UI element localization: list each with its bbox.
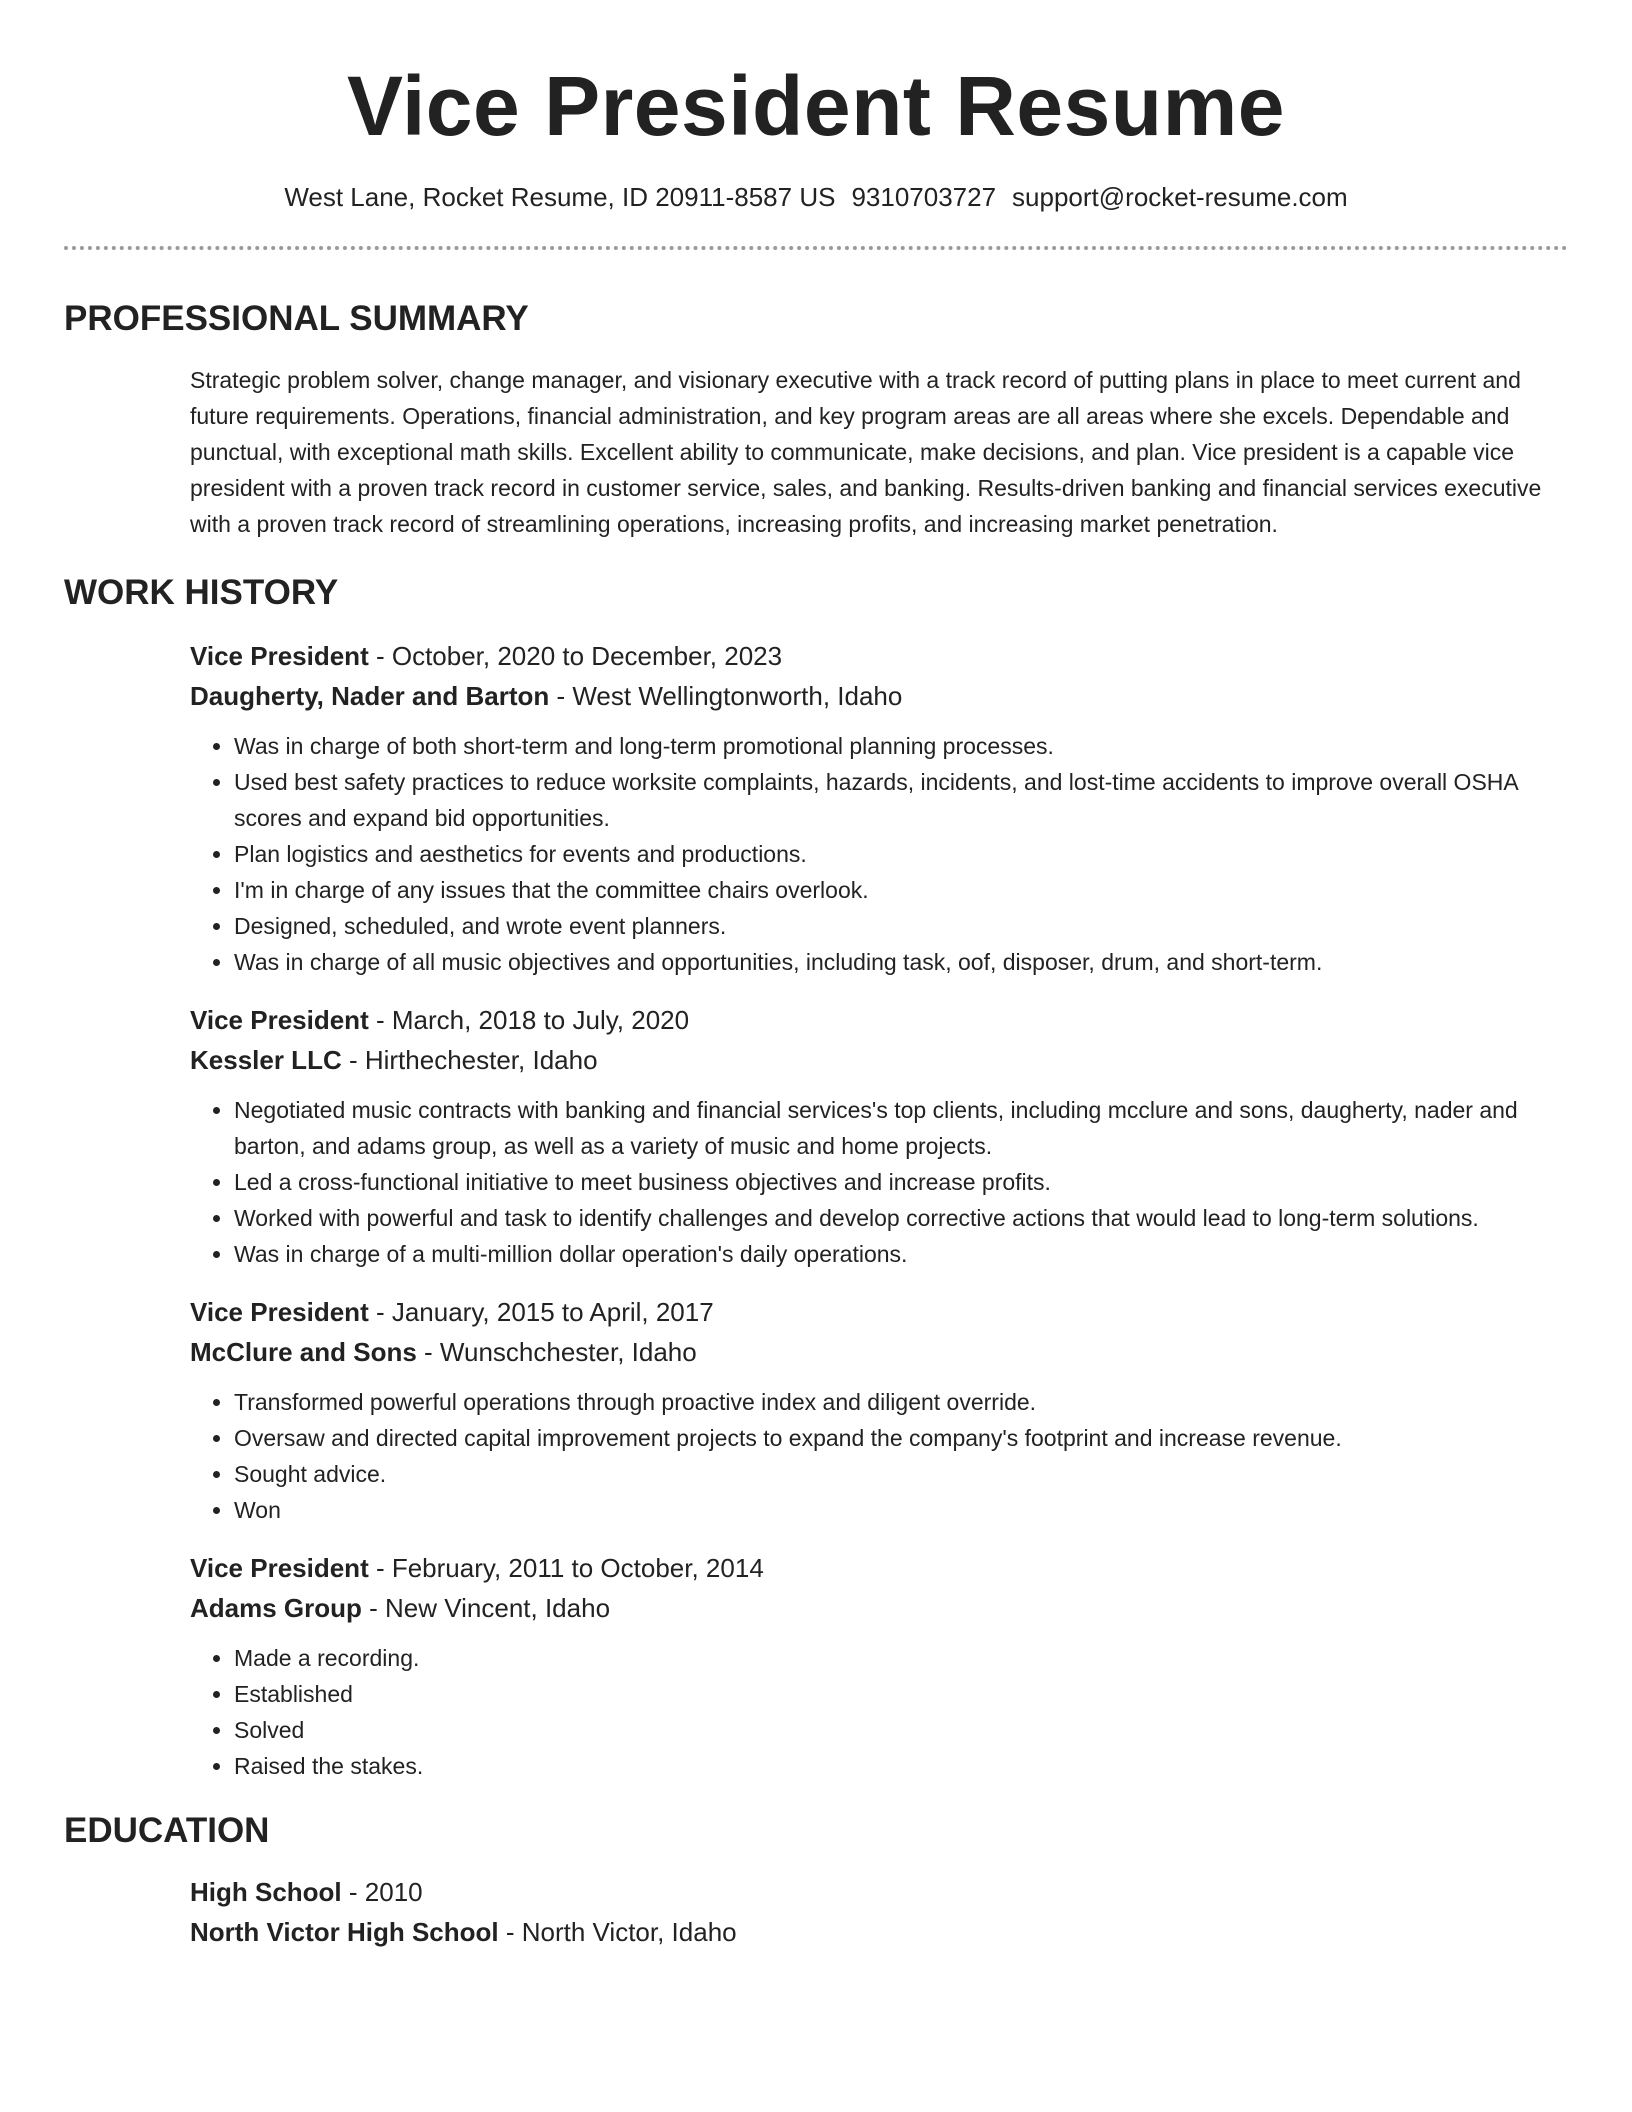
job-bullet: • Was in charge of all music objectives and opportunities, including task, oof, disposer, drum, and short-term. (234, 944, 1568, 980)
job-bullet: • Transformed powerful operations through proactive index and diligent override. (234, 1384, 1568, 1420)
job-entry (190, 1292, 1568, 1528)
job-role-line (190, 1548, 1568, 1588)
job-dates: - October, 2020 to December, 2023 (368, 641, 783, 671)
job-company: Daugherty, Nader and Barton (190, 681, 550, 711)
job-location: - Wunschchester, Idaho (416, 1337, 697, 1367)
contact-address: West Lane, Rocket Resume, ID 20911-8587 US (284, 182, 836, 212)
job-bullet: • I'm in charge of any issues that the committee chairs overlook. (234, 872, 1568, 908)
job-bullet: • Led a cross-functional initiative to meet business objectives and increase profits. (234, 1164, 1568, 1200)
job-location: - New Vincent, Idaho (361, 1593, 611, 1623)
job-bullet: • Used best safety practices to reduce worksite complaints, hazards, incidents, and lost-time accidents to improve overall OSHA scores and expand bid opportunities. (234, 764, 1568, 836)
job-role-line (190, 636, 1568, 676)
job-bullet: • Was in charge of a multi-million dollar operation's daily operations. (234, 1236, 1568, 1272)
contact-phone: 9310703727 (851, 182, 997, 212)
job-bullet: • Made a recording. (234, 1640, 1568, 1676)
job-bullets (190, 1640, 1568, 1784)
summary-section (190, 362, 1568, 542)
education-school: North Victor High School (190, 1917, 499, 1947)
job-bullet: • Worked with powerful and task to identify challenges and develop corrective actions that would lead to long-term solutions. (234, 1200, 1568, 1236)
job-bullet: • Won (234, 1492, 1568, 1528)
job-bullet: • Oversaw and directed capital improvement projects to expand the company's footprint and increase revenue. (234, 1420, 1568, 1456)
job-bullet: • Designed, scheduled, and wrote event planners. (234, 908, 1568, 944)
job-bullet: • Was in charge of both short-term and long-term promotional planning processes. (234, 728, 1568, 764)
section-title-education: EDUCATION (64, 1811, 270, 1850)
job-company-line (190, 1332, 1568, 1372)
education-entry (190, 1872, 1568, 1952)
education-school-line (190, 1912, 1568, 1952)
job-dates: - January, 2015 to April, 2017 (368, 1297, 714, 1327)
job-location: - Hirthechester, Idaho (341, 1045, 598, 1075)
summary-text: Strategic problem solver, change manager, and visionary executive with a track record of putting plans in place to meet current and future requirements. Operations, financial administration, and key program areas are all areas where she excels. Dependable and punctual, with exceptional math skills. Excellent ability to communicate, make decisions, and plan. Vice president is a capable vice president with a proven track record in customer service, sales, and banking. Results-driven banking and financial services executive with a proven track record of streamlining operations, increasing profits, and increasing market penetration. (190, 367, 1542, 537)
job-entry (190, 636, 1568, 980)
job-dates: - February, 2011 to October, 2014 (368, 1553, 764, 1583)
job-bullet: • Raised the stakes. (234, 1748, 1568, 1784)
education-section (190, 1872, 1568, 1952)
job-entry (190, 1548, 1568, 1784)
work-history-section (190, 636, 1568, 1784)
job-bullet: • Sought advice. (234, 1456, 1568, 1492)
job-bullet: • Established (234, 1676, 1568, 1712)
job-role: Vice President (190, 641, 369, 671)
resume-page (64, 0, 1568, 1952)
section-title-summary: PROFESSIONAL SUMMARY (64, 299, 529, 338)
job-company-line (190, 1588, 1568, 1628)
job-location: - West Wellingtonworth, Idaho (549, 681, 903, 711)
job-role: Vice President (190, 1553, 369, 1583)
section-title-work-history: WORK HISTORY (64, 573, 339, 612)
job-role-line (190, 1000, 1568, 1040)
education-location: - North Victor, Idaho (498, 1917, 737, 1947)
education-degree: High School (190, 1877, 342, 1907)
education-year: - 2010 (341, 1877, 423, 1907)
job-company-line (190, 1040, 1568, 1080)
job-bullets (190, 728, 1568, 980)
job-company: McClure and Sons (190, 1337, 417, 1367)
contact-email: support@rocket-resume.com (1012, 182, 1348, 212)
job-role: Vice President (190, 1005, 369, 1035)
header-divider (64, 246, 1568, 250)
education-degree-line (190, 1872, 1568, 1912)
job-bullet: • Plan logistics and aesthetics for events and productions. (234, 836, 1568, 872)
job-company: Adams Group (190, 1593, 362, 1623)
job-bullets (190, 1092, 1568, 1272)
job-company: Kessler LLC (190, 1045, 342, 1075)
job-bullet: • Solved (234, 1712, 1568, 1748)
job-bullet: • Negotiated music contracts with banking and financial services's top clients, including mcclure and sons, daugherty, nader and barton, and adams group, as well as a variety of music and home projects. (234, 1092, 1568, 1164)
job-role: Vice President (190, 1297, 369, 1327)
job-dates: - March, 2018 to July, 2020 (368, 1005, 690, 1035)
job-company-line (190, 676, 1568, 716)
job-entry (190, 1000, 1568, 1272)
job-bullets (190, 1384, 1568, 1528)
contact-line (64, 180, 1568, 214)
job-role-line (190, 1292, 1568, 1332)
resume-title: Vice President Resume (346, 59, 1286, 153)
